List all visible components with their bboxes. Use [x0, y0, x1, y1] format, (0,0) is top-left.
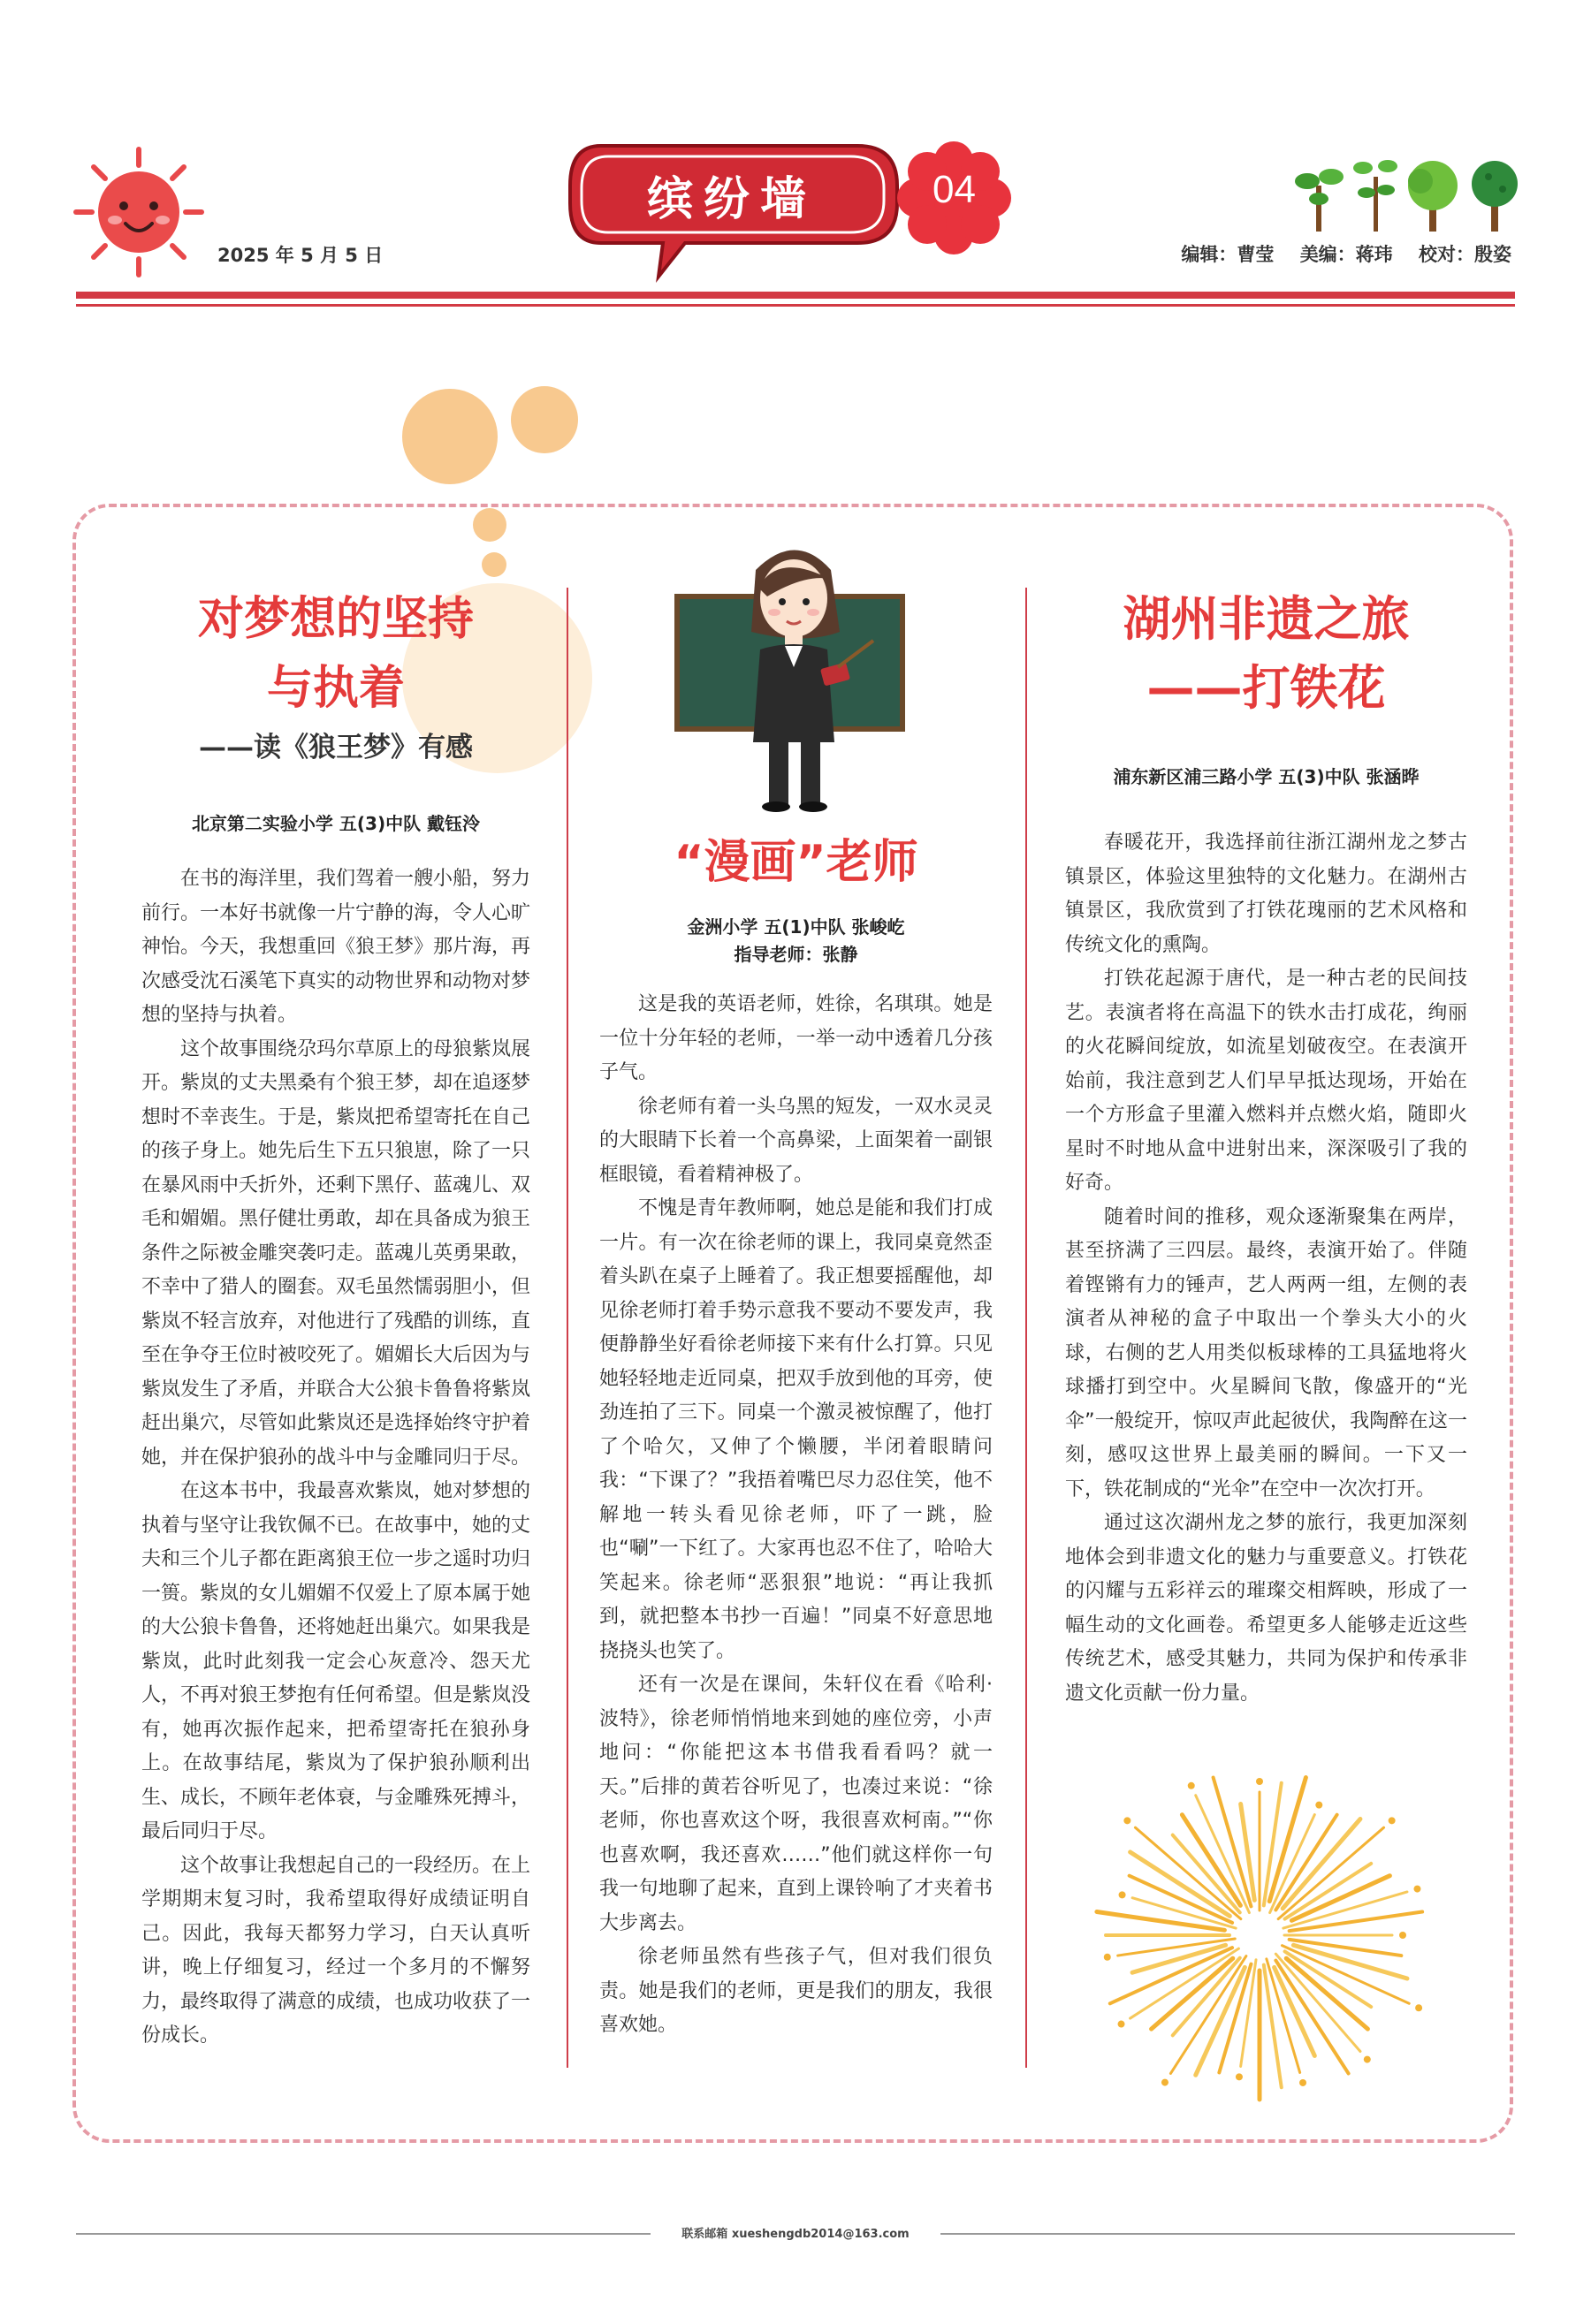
paragraph: 徐老师有着一头乌黑的短发，一双水灵灵的大眼睛下长着一个高鼻梁，上面架着一副银框眼镜，看着精神极了。: [599, 1095, 993, 1186]
paragraph: 打铁花起源于唐代，是一种古老的民间技艺。表演者将在高温下的铁水击打成花，绚丽的火花瞬间绽放，如流星划破夜空。在表演开始前，我注意到艺人们早早抵达现场，开始在一个方形盒子里灌入燃料并点燃火焰，随即火星时不时地从盒中进射出来，深深吸引了我的好奇。: [1065, 968, 1467, 1194]
teacher-illustration: [672, 535, 955, 817]
teacher-credit: 指导老师：张静: [734, 944, 858, 965]
page-number-badge: [894, 141, 1014, 254]
article-left: [141, 585, 530, 2054]
trees-icon: [1292, 150, 1522, 234]
paragraph: 这个故事让我想起自己的一段经历。在上学期期末复习时，我希望取得好成绩证明自己。因此，我每天都努力学习，白天认真听讲，晚上仔细复习，经过一个多月的不懈努力，最终取得了满意的成绩，也成功收获了一份成长。: [141, 1854, 531, 2047]
paragraph: 在书的海洋里，我们驾着一艘小船，努力前行。一本好书就像一片宁静的海，令人心旷神怡。今天，我想重回《狼王梦》那片海，再次感受沈石溪笔下真实的动物世界和动物对梦想的坚持与执着。: [141, 868, 531, 1026]
paragraph: 还有一次是在课间，朱轩仪在看《哈利·波特》，徐老师悄悄地来到她的座位旁，小声地问：“你能把这本书借我看看吗？就一天。”后排的黄若谷听见了，也凑过来说：“徐老师，你也喜欢这个呀，我很喜欢柯南。”“你也喜欢啊，我还喜欢……”他们就这样你一句我一句地聊了起来，直到上课铃响了才夹着书大步离去。: [599, 1674, 993, 1934]
paragraph: 这是我的英语老师，姓徐，名琪琪。她是一位十分年轻的老师，一举一动中透着几分孩子气。: [599, 993, 993, 1083]
article-body: [1065, 826, 1467, 1711]
author-byline: 金洲小学 五(1)中队 张峻屹: [687, 916, 905, 938]
author-byline: 北京第二实验小学 五(3)中队 戴钰泠: [191, 813, 481, 834]
paragraph: 通过这次湖州龙之梦的旅行，我更加深刻地体会到非遗文化的魅力与重要意义。打铁花的闪耀与五彩祥云的璀璨交相辉映，形成了一幅生动的文化画卷。希望更多人能够走近这些传统艺术，感受其魅力，共同为保护和传承非遗文化贡献一份力量。: [1065, 1512, 1467, 1705]
article-middle: [599, 831, 993, 2043]
credit-designer: 美编：蒋玮: [1299, 244, 1393, 265]
article-right: [1065, 585, 1467, 1711]
article-title: ——打铁花: [1146, 660, 1386, 716]
paragraph: 徐老师虽然有些孩子气，但对我们很负责。她是我们的老师，更是我们的朋友，我很喜欢她。: [599, 1946, 993, 2036]
article-body: [141, 862, 530, 2054]
credits: [1161, 240, 1511, 267]
header-rule-thin: [76, 304, 1515, 307]
article-title: 对梦想的坚持: [197, 593, 474, 646]
paragraph: 这个故事围绕尕玛尔草原上的母狼紫岚展开。紫岚的丈夫黑桑有个狼王梦，却在追逐梦想时不幸丧生。于是，紫岚把希望寄托在自己的孩子身上。她先后生下五只狼崽，除了一只在暴风雨中夭折外，还剩下黑仔、蓝魂儿、双毛和媚媚。黑仔健壮勇敢，却在具备成为狼王条件之际被金雕突袭叼走。蓝魂儿英勇果敢，不幸中了猎人的圈套。双毛虽然懦弱胆小，但紫岚不轻言放弃，对他进行了残酷的训练，直至在争夺王位时被咬死了。媚媚长大后因为与紫岚发生了矛盾，并联合大公狼卡鲁鲁将紫岚赶出巢穴，尽管如此紫岚还是选择始终守护着她，并在保护狼孙的战斗中与金雕同归于尽。: [141, 1037, 531, 1469]
article-title: 湖州非遗之旅: [1123, 591, 1410, 647]
paragraph: 随着时间的推移，观众逐渐聚集在两岸，甚至挤满了三四层。最终，表演开始了。伴随着铿锵有力的锤声，艺人两两一组，左侧的表演者从神秘的盒子中取出一个拳头大小的火球，右侧的艺人用类似板球棒的工具猛地将火球播打到空中。火星瞬间飞散，像盛开的“光伞”一般绽开，惊叹声此起彼伏，我陶醉在这一刻，感叹这世界上最美丽的瞬间。一下又一下，铁花制成的“光伞”在空中一次次打开。: [1065, 1205, 1467, 1500]
footer-contact: 联系邮箱 xueshengdb2014@163.com: [681, 2228, 910, 2241]
issue-date: 2025 年 5 月 5 日: [217, 245, 384, 266]
credit-editor: 编辑：曹莹: [1181, 244, 1275, 265]
paragraph: 春暖花开，我选择前往浙江湖州龙之梦古镇景区，体验这里独特的文化魅力。在湖州古镇景区，我欣赏到了打铁花瑰丽的艺术风格和传统文化的熏陶。: [1065, 832, 1467, 956]
column-divider: [567, 588, 568, 2068]
column-divider: [1025, 588, 1027, 2068]
article-title: 与执着: [266, 662, 405, 715]
article-subtitle: ——读《狼王梦》有感: [199, 732, 473, 763]
footer-rule: [940, 2233, 1515, 2235]
footer-rule: [76, 2233, 651, 2235]
article-title: “漫画”老师: [674, 836, 918, 889]
header-rule: [76, 292, 1515, 299]
author-byline: 浦东新区浦三路小学 五(3)中队 张涵晔: [1113, 766, 1420, 787]
decorative-circle: [511, 386, 578, 453]
masthead: [566, 137, 910, 283]
masthead-title: 缤纷墙: [646, 173, 817, 226]
article-body: [599, 988, 993, 2043]
decorative-circle: [402, 389, 498, 484]
firework-icon: [1083, 1767, 1436, 2103]
sun-icon: [72, 146, 205, 278]
paragraph: 在这本书中，我最喜欢紫岚，她对梦想的执着与坚守让我钦佩不已。在故事中，她的丈夫和三个儿子都在距离狼王位一步之遥时功归一篑。紫岚的女儿媚媚不仅爱上了原本属于她的大公狼卡鲁鲁，还将她赶出巢穴。如果我是紫岚，此时此刻我一定会心灰意冷、怨天尤人，不再对狼王梦抱有任何希望。但是紫岚没有，她再次振作起来，把希望寄托在狼孙身上。在故事结尾，紫岚为了保护狼孙顺利出生、成长，不顾年老体衰，与金雕殊死搏斗，最后同归于尽。: [141, 1480, 531, 1842]
page-number: 04: [933, 168, 976, 211]
paragraph: 不愧是青年教师啊，她总是能和我们打成一片。有一次在徐老师的课上，我同桌竟然歪着头趴在桌子上睡着了。我正想要摇醒他，却见徐老师打着手势示意我不要动不要发声，我便静静坐好看徐老师接下来有什么打算。只见她轻轻地走近同桌，把双手放到他的耳旁，使劲连拍了三下。同桌一个激灵被惊醒了，他打了个哈欠，又伸了个懒腰，半闭着眼睛问我：“下课了？”我捂着嘴巴尽力忍住笑，他不解地一转头看见徐老师，吓了一跳，脸也“唰”一下红了。大家再也忍不住了，哈哈大笑起来。徐老师“恶狠狠”地说：“再让我抓到，就把整本书抄一百遍！”同桌不好意思地挠挠头也笑了。: [599, 1197, 993, 1662]
credit-proofreader: 校对：殷姿: [1419, 244, 1511, 265]
